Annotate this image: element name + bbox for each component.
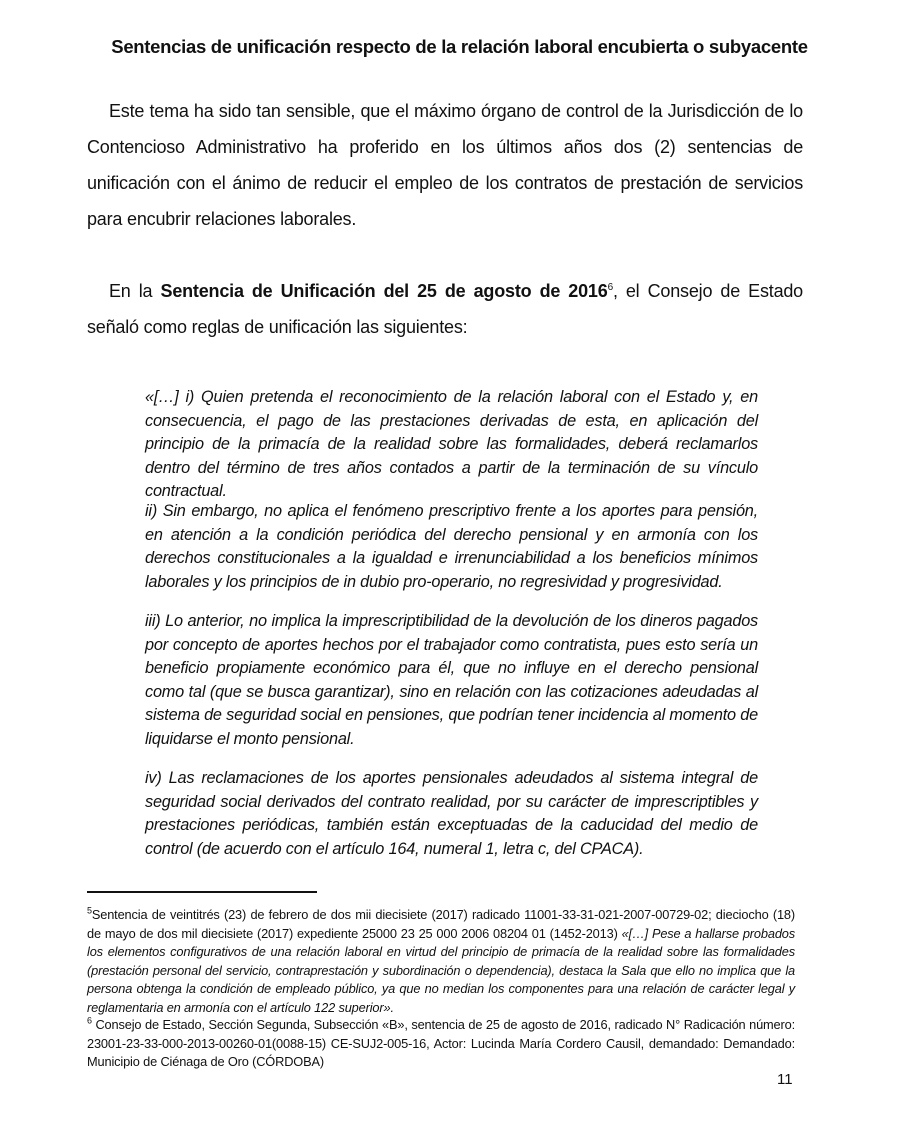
footnote-5 [87,906,795,1018]
footnote-separator [87,891,317,893]
intro-paragraph-text: Este tema ha sido tan sensible, que el máximo órgano de control de la Jurisdicción de lo Contencioso Administrativo ha proferido en los últimos años dos (2) sentencias de unificación con el ánimo de reducir el empleo de los contratos de prestación de servicios para encubrir relaciones laborales. [87,101,803,229]
section-title: Sentencias de unificación respecto de la relación laboral encubierta o subyacente [111,36,808,57]
footnote-5-mark: 5 [87,905,92,916]
unification-rest: , el Consejo de Estado señaló como reglas de unificación las siguientes: [87,281,803,337]
page-number: 11 [777,1071,793,1088]
unification-paragraph [87,273,803,345]
intro-paragraph [87,93,803,237]
footnote-6-mark: 6 [87,1015,92,1026]
quote-rule-iv: iv) Las reclamaciones de los aportes pensionales adeudados al sistema integral de seguridad social derivados del contrato realidad, por su carácter de imprescriptibles y prestaciones periódicas, también están exceptuadas de la caducidad del medio de control (de acuerdo con el artículo 164, numeral 1, letra c, del CPACA). [145,769,758,858]
footnote-ref-6: 6 [607,282,613,293]
quote-rule-iii: iii) Lo anterior, no implica la imprescriptibilidad de la devolución de los dineros pagados por concepto de aportes hechos por el trabajador como contratista, pues esto sería un beneficio propiamente económico para él, que no influye en el derecho pensional como tal (que se busca garantizar), sino en relación con las cotizaciones adeudadas al sistema de seguridad social en pensiones, que podrían tener incidencia al momento de liquidarse el monto pensional. [145,612,758,748]
footnote-5-quote: «[…] Pese a hallarse probados los elementos configurativos de una relación laboral en virtud del principio de primacía de la realidad sobre las formalidades (prestación personal del servicio, contraprestación y subordinación o dependencia), destaca la Sala que ello no implica que la persona obtenga la condición de empleado público, ya que no median los componentes para una relación de carácter legal y reglamentaria en armonía con el artículo 122 superior». [87,925,795,1015]
footnote-6 [87,1016,795,1072]
quote-rule-i: «[…] i) Quien pretenda el reconocimiento de la relación laboral con el Estado y, en consecuencia, el pago de las prestaciones derivadas de esta, en aplicación del principio de la primacía de la realidad sobre las formalidades, deberá reclamarlos dentro del término de tres años contados a partir de la terminación de su vínculo contractual. [145,388,758,500]
quote-rule-ii: ii) Sin embargo, no aplica el fenómeno prescriptivo frente a los aportes para pensión, en atención a la condición periódica del derecho pensional y en armonía con los derechos constitucionales a la igualdad e irrenunciabilidad a los beneficios mínimos laborales y los principios de in dubio pro-operario, no regresividad y progresividad. [145,502,758,591]
footnote-5-text: Sentencia de veintitrés (23) de febrero de dos mii diecisiete (2017) radicado 11001-33-31-021-2007-00729-02; dieciocho (18) de mayo de dos mil diecisiete (2017) expediente 25000 23 25 000 2006 08204 01 (1452-2013) [87,907,795,941]
footnote-6-text: Consejo de Estado, Sección Segunda, Subsección «B», sentencia de 25 de agosto de 2016, radicado N° Radicación número: 23001-23-33-000-2013-00260-01(0088-15) CE-SUJ2-005-16, Actor: Lucinda María Cordero Causil, demandado: Demandado: Municipio de Ciénaga de Oro (CÓRDOBA) [87,1017,795,1070]
unification-sentence-name: Sentencia de Unificación del 25 de agosto de 2016 [160,281,608,301]
unification-lead: En la [109,281,161,301]
